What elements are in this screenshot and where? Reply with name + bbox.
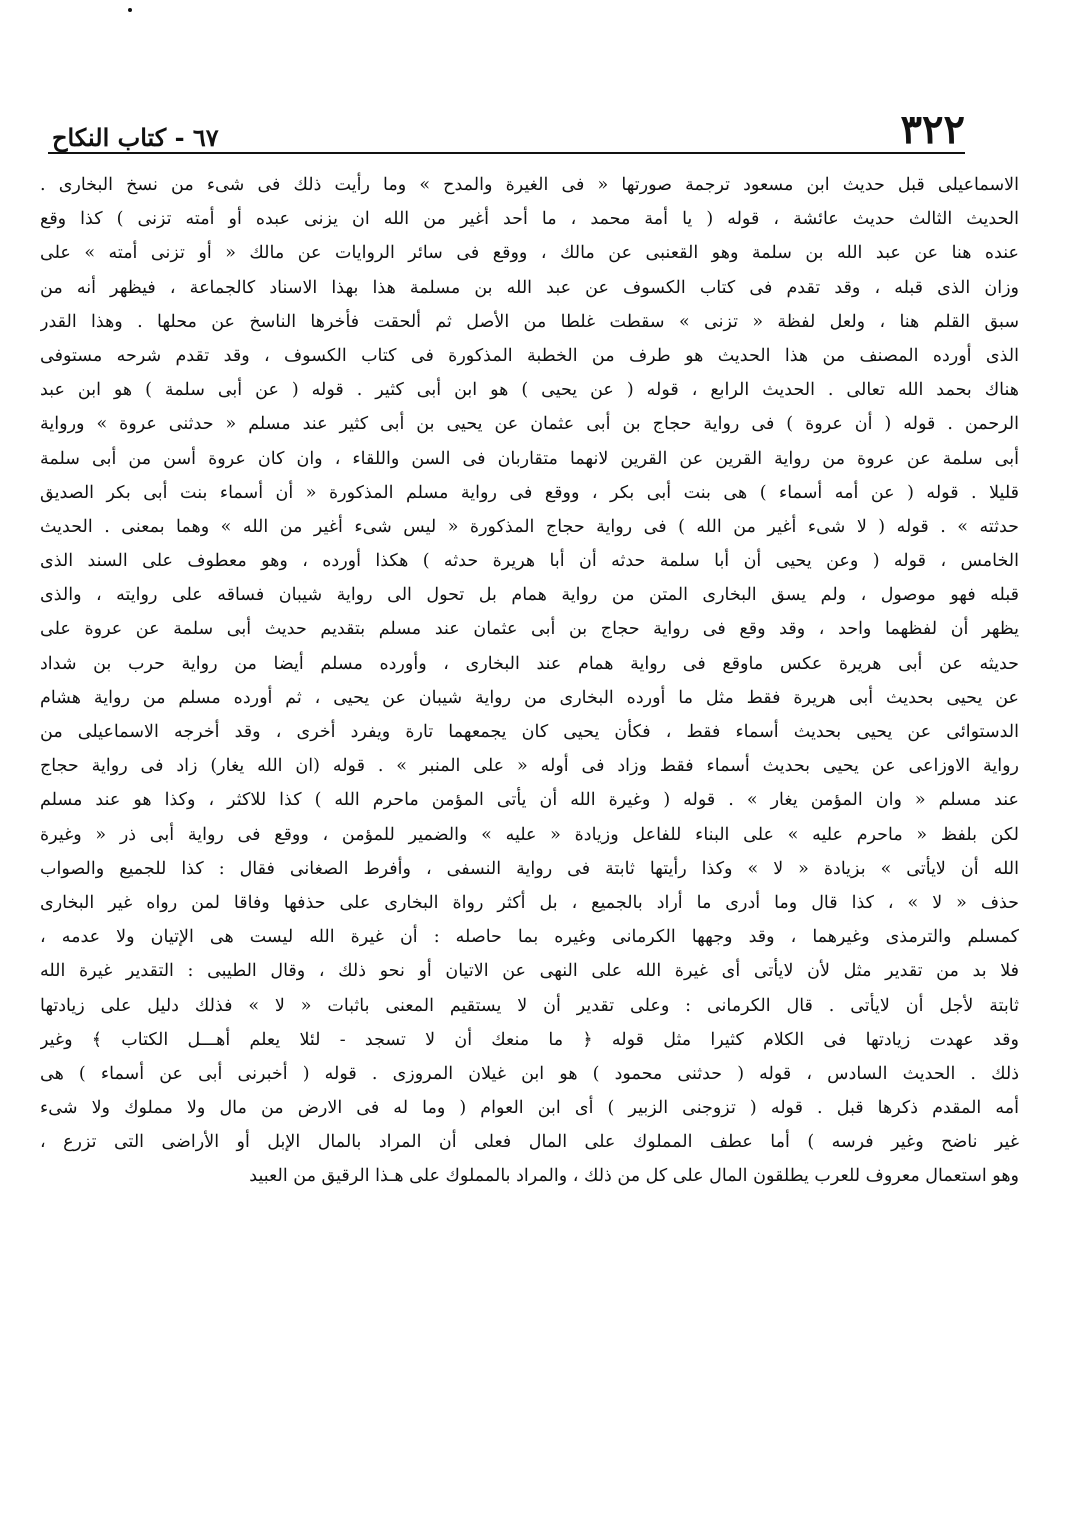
ink-speck — [128, 8, 132, 12]
text-line: ذلك . الحديث السادس ، قوله ( حدثنى محمود ) هو ابن غيلان المروزى . قوله ( أخبرنى أبى عن أسماء ) هى — [40, 1063, 1019, 1084]
text-line: أمه المقدم ذكرها قبل . قوله ( تزوجنى الزبير ) أى ابن العوام ( وما له فى الارض من مال ولا مملوك ولا شىء — [40, 1098, 1019, 1119]
text-line: وهو استعمال معروف للعرب يطلقون المال على كل من ذلك ، والمراد بالمملوك على هـذا الرقيق من العبيد — [249, 1166, 1019, 1187]
text-line: الاسماعيلى قبل حديث ابن مسعود ترجمة صورتها « فى الغيرة والمدح » وما رأيت ذلك فى شىء من نسخ البخارى . — [40, 175, 1019, 195]
text-line: حذف « لا » ، كذا قال وما أدرى ما أراد بالجميع ، بل أكثر رواة البخارى على حذفها وفاقا لمن رواه غير البخارى — [40, 892, 1019, 913]
text-line: وزان الذى قبله ، وقد تقدم فى كتاب الكسوف عن عبد الله بن مسلمة هذا بهذا الاسناد كالجماعة ، فيظهر أنه من — [40, 277, 1019, 298]
body-text — [40, 168, 1019, 1194]
page-header — [52, 102, 965, 153]
text-line: حدثته » . قوله ( لا شىء أغير من الله ) فى رواية حجاج المذكورة « ليس شىء أغير من الله » وهما بمعنى . الحديث — [40, 516, 1019, 537]
running-title: ٦٧ - كتاب النكاح — [52, 123, 219, 152]
text-line: رواية الاوزاعى عن يحيى بحديث أسماء فقط وزاد فى أوله « على المنبر » . قوله (ان الله يغار) زاد فى رواية حجاج — [40, 756, 1019, 777]
text-line: قبله فهو موصول ، ولم يسق البخارى المتن من رواية همام بل تحول الى رواية شيبان فساقه على روايته ، والذى — [40, 585, 1019, 606]
text-line: حديثه عن أبى هريرة عكس ماوقع فى رواية همام عند البخارى ، وأورده مسلم أيضا من رواية حرب بن شداد — [40, 653, 1019, 674]
text-line: الله أن لايأتى » بزيادة « لا » وكذا رأيتها ثابتة فى رواية النسفى ، وأفرط الصغانى فقال : كذا للجميع والصواب — [40, 858, 1019, 879]
text-line: عن يحيى بحديث أبى هريرة فقط مثل ما أورده البخارى من رواية شيبان عن يحيى ، ثم أورده مسلم من رواية هشام — [40, 687, 1019, 708]
text-line: لكن بلفظ « ماحرم عليه » على البناء للفاعل وزيادة « عليه » والضمير للمؤمن ، ووقع فى رواية أبى ذر « وغيرة — [40, 824, 1019, 845]
text-line: يظهر أن لفظهما واحد ، وقد وقع فى رواية حجاج بن أبى عثمان عند مسلم بتقديم حديث أبى سلمة عن عروة على — [40, 619, 1019, 640]
text-line: أبى سلمة عن عروة من رواية القرين عن القرين لانهما متقاربان فى السن واللقاء ، وان كان عروة أسن من أبى سلمة — [40, 448, 1019, 469]
text-line: الحديث الثالث حديث عائشة ، قوله ( يا أمة محمد ، ما أحد أغير من الله ان يزنى عبده أو أمته تزنى ) كذا وقع — [40, 209, 1019, 230]
text-line: فلا بد من تقدير مثل لأن لايأتى أى غيرة الله على النهى عن الاتيان أو نحو ذلك ، وقال الطيبى : التقدير غيرة الله — [40, 961, 1019, 982]
page-number: ٣٢٢ — [900, 106, 965, 153]
text-line: الخامس ، قوله ( وعن يحيى أن أبا سلمة حدثه أن أبا هريرة حدثه ) هكذا أورده ، وهو معطوف على السند الذى — [40, 551, 1019, 572]
text-line: الدستوائى عن يحيى بحديث أسماء فقط ، فكأن يحيى كان يجمعهما تارة ويفرد أخرى ، وقد أخرجه الاسماعيلى من — [40, 722, 1019, 742]
text-line: ثابتة لأجل أن لايأتى . قال الكرمانى : وعلى تقدير أن لا يستقيم المعنى باثبات « لا » فذلك دليل على زيادتها — [40, 995, 1019, 1016]
text-line: وقد عهدت زيادتها فى الكلام كثيرا مثل قوله ﴿ ما منعك أن لا تسجد - لئلا يعلم أهـــل الكتاب ﴾ وغير — [40, 1029, 1019, 1050]
text-line: عنده هنا عن عبد الله بن سلمة وهو القعنبى عن مالك ، ووقع فى سائر الروايات عن مالك « أو تزنى أمته » على — [40, 243, 1019, 264]
text-line: الرحمن . قوله ( أن عروة ) فى رواية حجاج بن أبى عثمان عن يحيى بن أبى كثير عند مسلم « حدثنى عروة » ورواية — [40, 414, 1019, 435]
text-line: قليلا . قوله ( عن أمه أسماء ) هى بنت أبى بكر ، ووقع فى رواية مسلم المذكورة « أن أسماء بنت أبى بكر الصديق — [40, 482, 1019, 503]
text-line: عند مسلم « وان المؤمن يغار » . قوله ( وغيرة الله أن يأتى المؤمن ماحرم الله ) كذا للاكثر ، وكذا هو عند مسلم — [40, 790, 1019, 811]
text-line: كمسلم والترمذى وغيرهما ، وقد وجهها الكرمانى وغيره بما حاصله : أن غيرة الله ليست هى الإتيان ولا عدمه ، — [40, 927, 1019, 948]
text-line: الذى أورده المصنف من هذا الحديث هو طرف من الخطبة المذكورة فى كتاب الكسوف ، وقد تقدم شرحه مستوفى — [40, 345, 1019, 366]
header-rule — [48, 152, 965, 154]
text-line: هناك بحمد الله تعالى . الحديث الرابع ، قوله ( عن يحيى ) هو ابن أبى كثير . قوله ( عن أبى سلمة ) هو ابن عبد — [40, 380, 1019, 401]
text-line: سبق القلم هنا ، ولعل لفظة « تزنى » سقطت غلطا من الأصل ثم ألحقت فأخرها الناسخ عن محلها . وهذا القدر — [40, 311, 1019, 332]
text-line: غير ناضح وغير فرسه ) أما عطف المملوك على المال فعلى أن المراد بالمال الإبل أو الأراضى التى تزرع ، — [40, 1132, 1019, 1153]
